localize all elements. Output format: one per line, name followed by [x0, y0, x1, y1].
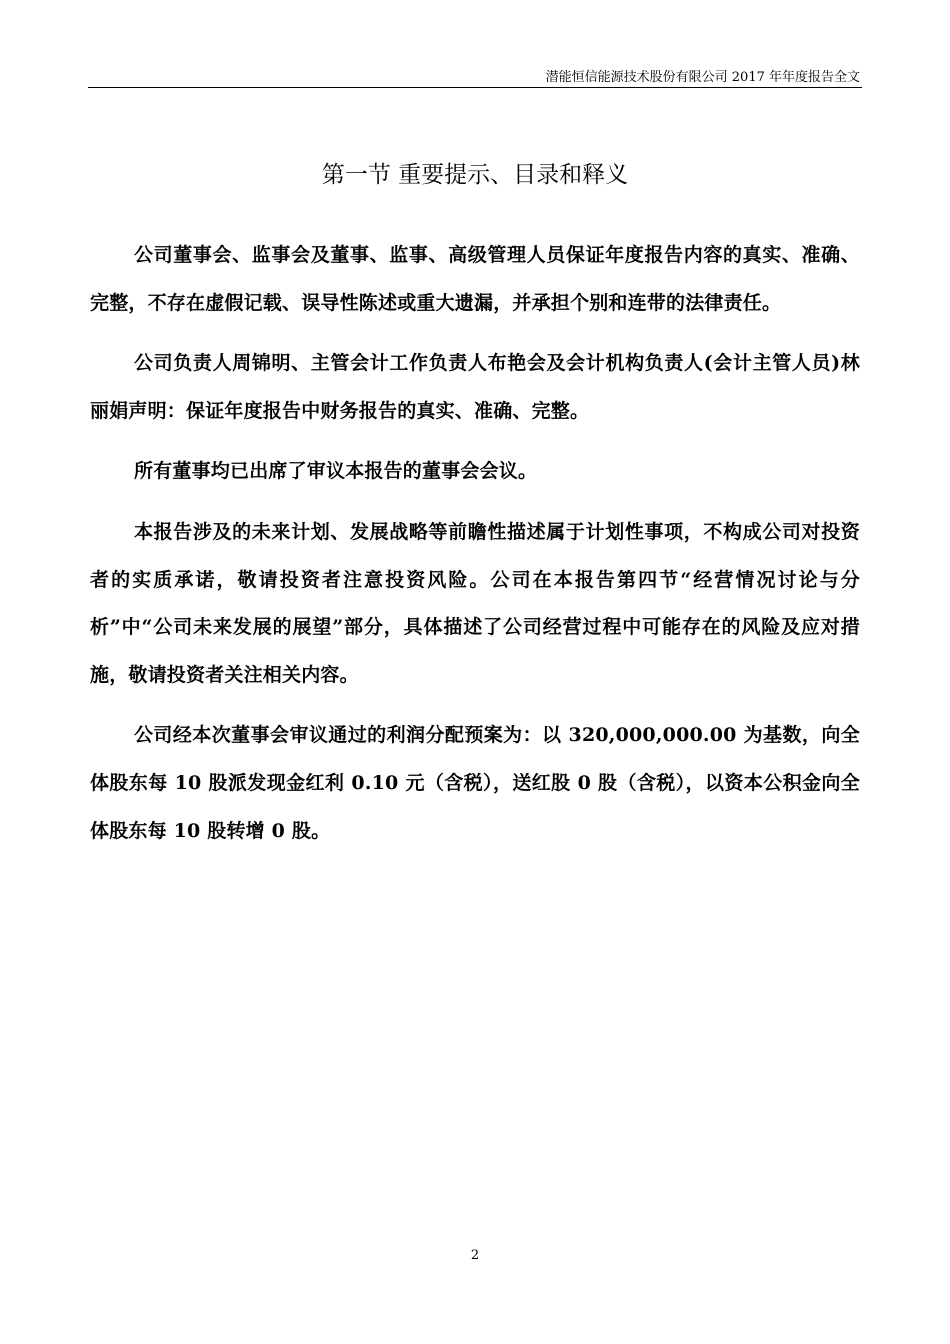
header-rule	[88, 87, 862, 88]
section-title: 第一节 重要提示、目录和释义	[321, 162, 629, 188]
paragraph-board-attendance: 所有董事均已出席了审议本报告的董事会会议。	[134, 460, 538, 483]
page-number: 2	[470, 1248, 480, 1263]
paragraph-forward-looking: 本报告涉及的未来计划、发展战略等前瞻性描述属于计划性事项，不构成公司对投资者的实质承诺，敬请投资者注意投资风险。公司在本报告第四节“经营情况讨论与分析”中“公司未来发展的展望”部分，具体描述了公司经营过程中可能存在的风险及应对措施，敬请投资者关注相关内容。	[90, 520, 860, 686]
running-header: 潜能恒信能源技术股份有限公司 2017 年年度报告全文	[545, 70, 860, 85]
paragraph-profit-distribution: 公司经本次董事会审议通过的利润分配预案为：以 320,000,000.00 为基数，向全体股东每 10 股派发现金红利 0.10 元（含税），送红股 0 股（含税），以资本公积金向全体股东每 10 股转增 0 股。	[90, 724, 860, 842]
body-text	[90, 232, 860, 868]
paragraph-financial-declaration: 公司负责人周锦明、主管会计工作负责人布艳会及会计机构负责人(会计主管人员)林丽娟声明：保证年度报告中财务报告的真实、准确、完整。	[90, 352, 860, 422]
paragraph-responsibility-statement: 公司董事会、监事会及董事、监事、高级管理人员保证年度报告内容的真实、准确、完整，不存在虚假记载、误导性陈述或重大遗漏，并承担个别和连带的法律责任。	[90, 244, 860, 314]
